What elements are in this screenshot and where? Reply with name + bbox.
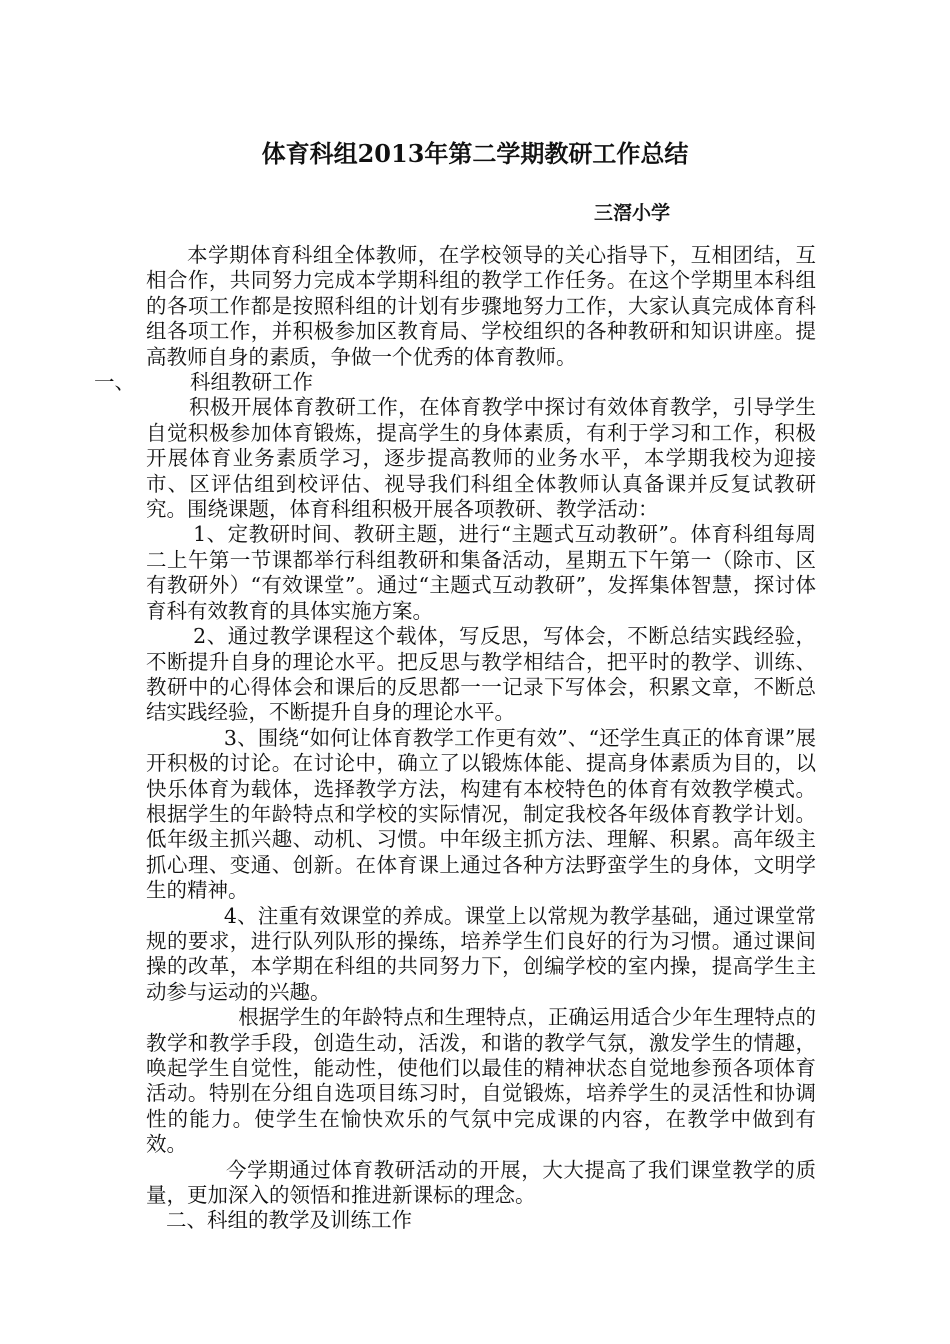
section-2-heading xyxy=(146,1208,816,1233)
section-1-paragraph-6: 今学期通过体育教研活动的开展，大大提高了我们课堂教学的质量，更加深入的领悟和推进新课标的理念。 xyxy=(146,1157,816,1208)
section-1-title: 科组教研工作 xyxy=(190,370,313,395)
document-title: 体育科组2013年第二学期教研工作总结 xyxy=(261,139,689,168)
section-1-number: 一、 xyxy=(94,370,135,395)
section-2-title: 二、科组的教学及训练工作 xyxy=(166,1208,412,1233)
section-1-paragraph-5: 根据学生的年龄特点和生理特点，正确运用适合少年生理特点的教学和教学手段，创造生动，活泼，和谐的教学气氛，激发学生的情趣，唤起学生自觉性，能动性，使他们以最佳的精神状态自觉地参预各项体育活动。特别在分组自选项目练习时，自觉锻炼，培养学生的灵活性和协调性的能力。使学生在愉快欢乐的气氛中完成课的内容，在教学中做到有效。 xyxy=(146,1005,816,1157)
document-body xyxy=(94,243,816,1234)
section-1-item-1: 1、定教研时间、教研主题，进行“主题式互动教研”。体育科组每周二上午第一节课都举行科组教研和集备活动，星期五下午第一（除市、区有教研外）“有效课堂”。通过“主题式互动教研”，发挥集体智慧，探讨体育科有效教育的具体实施方案。 xyxy=(146,522,816,623)
section-1-item-3: 3、围绕“如何让体育教学工作更有效”、“还学生真正的体育课”展开积极的讨论。在讨论中，确立了以锻炼体能、提高身体素质为目的，以快乐体育为载体，选择教学方法，构建有本校特色的体育有效教学模式。根据学生的年龄特点和学校的实际情况，制定我校各年级体育教学计划。低年级主抓兴趣、动机、习惯。中年级主抓方法、理解、积累。高年级主抓心理、变通、创新。在体育课上通过各种方法野蛮学生的身体，文明学生的精神。 xyxy=(146,725,816,903)
section-1-lead-paragraph: 积极开展体育教研工作，在体育教学中探讨有效体育教学，引导学生自觉积极参加体育锻炼，提高学生的身体素质，有利于学习和工作，积极开展体育业务素质学习，逐步提高教师的业务水平，本学期我校为迎接市、区评估组到校评估、视导我们科组全体教师认真备课并反复试教研究。围绕课题，体育科组积极开展各项教研、教学活动： xyxy=(146,395,816,522)
school-name: 三滘小学 xyxy=(594,202,671,224)
intro-paragraph: 本学期体育科组全体教师，在学校领导的关心指导下，互相团结，互相合作，共同努力完成本学期科组的教学工作任务。在这个学期里本科组的各项工作都是按照科组的计划有步骤地努力工作，大家认真完成体育科组各项工作，并积极参加区教育局、学校组织的各种教研和知识讲座。提高教师自身的素质，争做一个优秀的体育教师。 xyxy=(146,243,816,369)
section-1-item-2: 2、通过教学课程这个载体，写反思，写体会，不断总结实践经验，不断提升自身的理论水平。把反思与教学相结合，把平时的教学、训练、教研中的心得体会和课后的反思都一一记录下写体会，积累文章，不断总结实践经验，不断提升自身的理论水平。 xyxy=(146,624,816,725)
section-1-item-4: 4、注重有效课堂的养成。课堂上以常规为教学基础，通过课堂常规的要求，进行队列队形的操练，培养学生们良好的行为习惯。通过课间操的改革，本学期在科组的共同努力下，创编学校的室内操，提高学生主动参与运动的兴趣。 xyxy=(146,903,816,1004)
section-1-heading xyxy=(94,370,816,395)
